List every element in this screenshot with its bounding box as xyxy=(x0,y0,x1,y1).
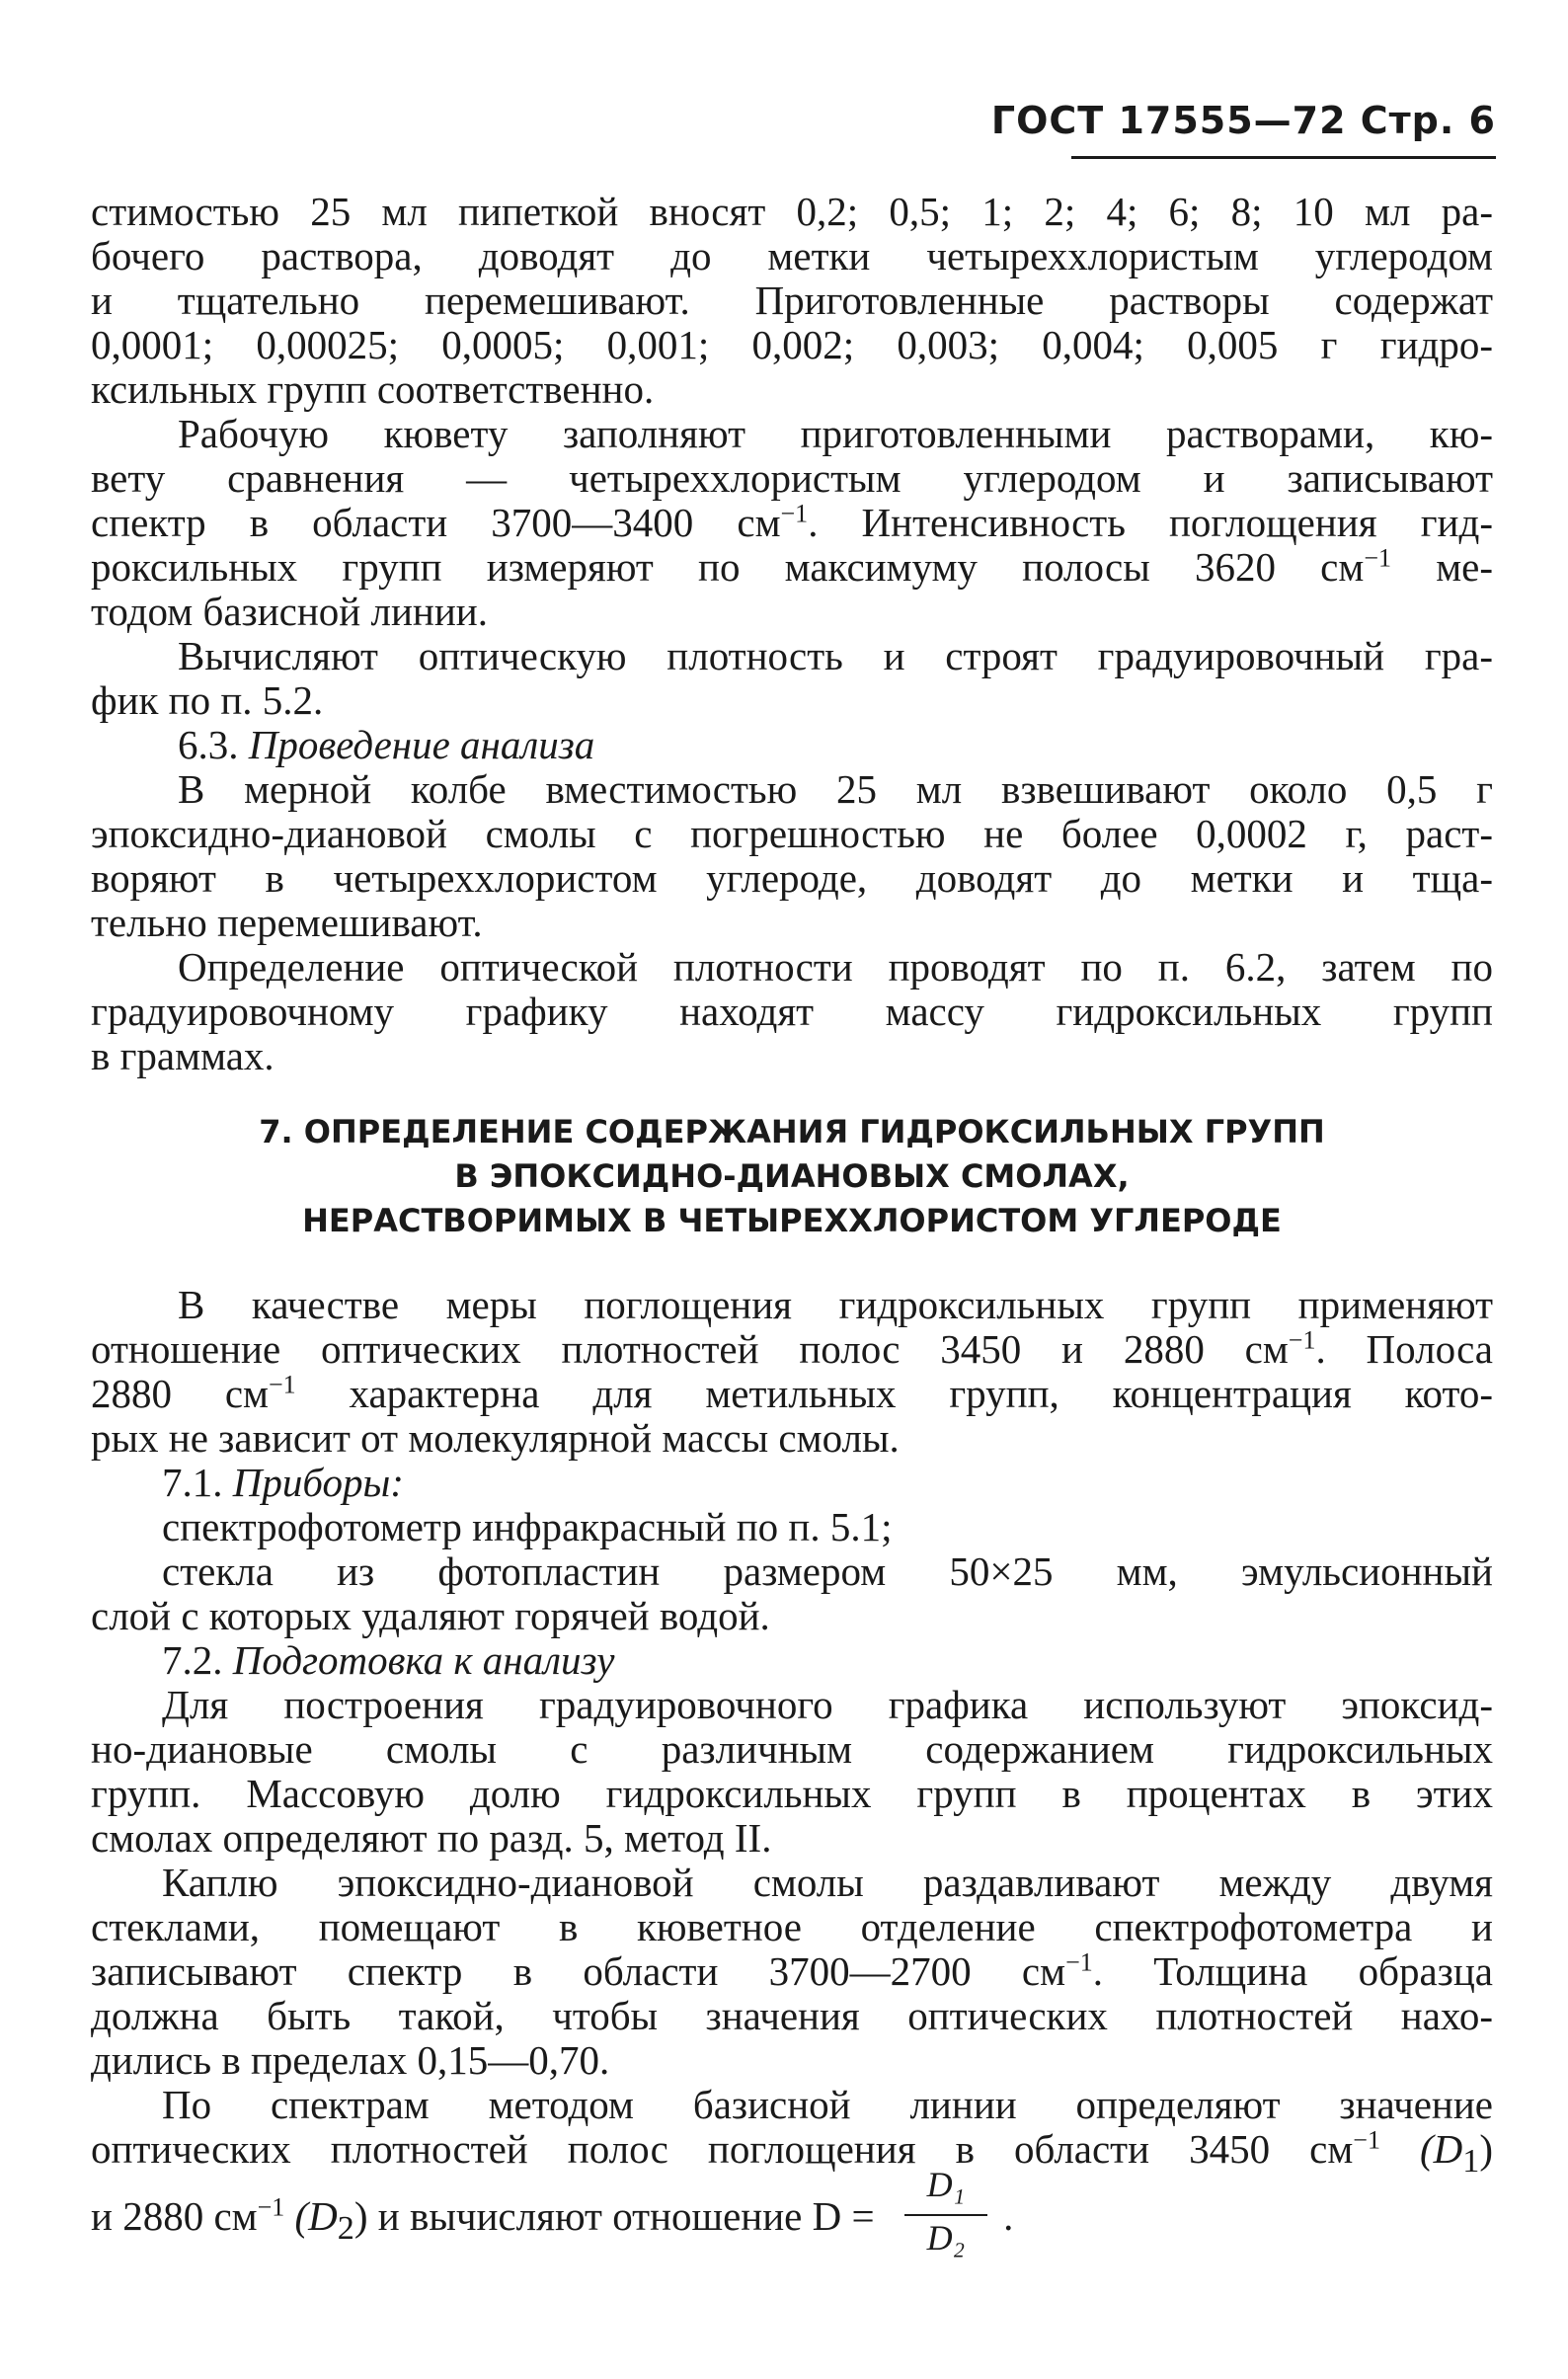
paragraph xyxy=(91,190,1493,412)
section-heading-7-1: 7.1. Приборы: xyxy=(162,1460,404,1505)
text-line: роксильных групп измеряют по максимуму полосы 3620 $см^{-1}$ ме- xyxy=(91,543,1494,590)
text-line: тодом базисной линии. xyxy=(91,589,488,634)
text-line: В мерной колбе вместимостью 25 мл взвешивают около 0,5 г xyxy=(178,766,1493,812)
text-line: 0,0001; 0,00025; 0,0005; 0,001; 0,002; 0,003; 0,004; 0,005 г гидро- xyxy=(91,322,1493,367)
heading-line: НЕРАСТВОРИМЫХ В ЧЕТЫРЕХХЛОРИСТОМ УГЛЕРОДЕ xyxy=(302,1202,1282,1239)
header-text: ГОСТ 17555—72 Стр. 6 xyxy=(990,99,1496,142)
body-text xyxy=(91,190,1493,2260)
text-line: Определение оптической плотности проводят по п. 6.2, затем по xyxy=(178,944,1493,990)
text-line: Рабочую кювету заполняют приготовленными растворами, кю- xyxy=(178,411,1493,456)
text-line: стимостью 25 мл пипеткой вносят 0,2; 0,5; 1; 2; 4; 6; 8; 10 мл ра- xyxy=(91,189,1493,234)
text-line: фик по п. 5.2. xyxy=(91,677,324,723)
list-item: спектрофотометр инфракрасный по п. 5.1; xyxy=(162,1504,893,1549)
text-line: отношение оптических плотностей полос 3450 и 2880 $см^{-1}$. Полоса xyxy=(91,1325,1493,1372)
text-line: дились в пределах 0,15—0,70. xyxy=(91,2037,610,2083)
text-line: Для построения градуировочного графика используют эпоксид- xyxy=(162,1682,1493,1727)
subscript: 1 xyxy=(1462,2143,1480,2181)
superscript: −1 xyxy=(1288,1325,1316,1355)
superscript: −1 xyxy=(269,1370,296,1399)
text-line: ксильных групп соответственно. xyxy=(91,366,655,412)
spacer xyxy=(91,1243,1493,1283)
paragraph xyxy=(91,1861,1493,2083)
paragraph xyxy=(91,2083,1493,2260)
text-line: смолах определяют по разд. 5, метод II. xyxy=(91,1815,772,1861)
text-line: оптических плотностей полос поглощения в области 3450 $см^{-1}$ $(D_1)$ xyxy=(91,2125,1493,2181)
fraction-denominator: D₂ xyxy=(926,2217,966,2258)
text-line: и 2880 $см^{-1}$ $(D_2)$ и вычисляют отношение D = $\frac{\text{D₁}}{\text{D₂}}$ . xyxy=(91,2172,1493,2260)
text-line: в граммах. xyxy=(91,1033,274,1078)
paragraph xyxy=(91,945,1493,1078)
equipment-list xyxy=(91,1505,1493,1638)
spacer xyxy=(91,1078,1493,1110)
text-line: эпоксидно-диановой смолы с погрешностью не более 0,0002 г, раст- xyxy=(91,811,1493,856)
text-line: В качестве меры поглощения гидроксильных групп применяют xyxy=(178,1282,1493,1327)
ratio-formula xyxy=(899,2164,993,2265)
text-line: но-диановые смолы с различным содержанием гидроксильных xyxy=(91,1726,1493,1772)
text-line: спектр в области 3700—3400 $см^{-1}$. Интенсивность поглощения гид- xyxy=(91,499,1493,545)
text-line: групп. Массовую долю гидроксильных групп в процентах в этих xyxy=(91,1771,1493,1816)
heading-line: В ЭПОКСИДНО-ДИАНОВЫХ СМОЛАХ, xyxy=(454,1157,1130,1195)
text-line: слой с которых удаляют горячей водой. xyxy=(91,1593,770,1638)
paragraph xyxy=(91,412,1493,634)
text-line: записывают спектр в области 3700—2700 $см^{-1}$. Толщина образца xyxy=(91,1947,1493,1994)
section-heading-7-2: 7.2. Подготовка к анализу xyxy=(162,1637,615,1683)
text-line: По спектрам методом базисной линии определяют значение xyxy=(162,2082,1493,2127)
superscript: −1 xyxy=(1364,543,1391,573)
text-line: рых не зависит от молекулярной массы смолы. xyxy=(91,1415,900,1461)
text-line: 2880 $см^{-1}$ характерна для метильных групп, концентрация кото- xyxy=(91,1370,1493,1416)
header-rule xyxy=(1071,156,1496,159)
text-line: бочего раствора, доводят до метки четыреххлористым углеродом xyxy=(91,233,1493,278)
superscript: −1 xyxy=(257,2192,285,2222)
text-line: стеклами, помещают в кюветное отделение спектрофотометра и xyxy=(91,1904,1493,1949)
text-line: Вычисляют оптическую плотность и строят градуировочный гра- xyxy=(178,633,1493,678)
section-heading-7 xyxy=(91,1110,1493,1243)
paragraph xyxy=(91,1683,1493,1861)
page-header xyxy=(990,99,1496,168)
superscript: −1 xyxy=(1065,1947,1093,1977)
text-line: градуировочному графику находят массу гидроксильных групп xyxy=(91,989,1493,1034)
heading-line: 7. ОПРЕДЕЛЕНИЕ СОДЕРЖАНИЯ ГИДРОКСИЛЬНЫХ ГРУПП xyxy=(259,1113,1325,1150)
text-line: тельно перемешивают. xyxy=(91,900,483,945)
text-line: Каплю эпоксидно-диановой смолы раздавливают между двумя xyxy=(162,1860,1493,1905)
subscript: 2 xyxy=(337,2210,354,2248)
paragraph xyxy=(91,1283,1493,1461)
fraction-numerator: D₁ xyxy=(926,2164,966,2204)
superscript: −1 xyxy=(1353,2125,1380,2155)
paragraph xyxy=(91,634,1493,723)
superscript: −1 xyxy=(780,499,809,528)
paragraph xyxy=(91,767,1493,945)
text-line: воряют в четыреххлористом углероде, доводят до метки и тща- xyxy=(91,855,1493,901)
list-item: стекла из фотопластин размером 50×25 мм, эмульсионный xyxy=(162,1548,1493,1594)
fraction-bar xyxy=(904,2214,987,2216)
section-heading-6-3: 6.3. Проведение анализа xyxy=(178,722,595,767)
text-line: должна быть такой, чтобы значения оптических плотностей нахо- xyxy=(91,1993,1493,2038)
text-line: и тщательно перемешивают. Приготовленные растворы содержат xyxy=(91,278,1493,323)
text-line: вету сравнения — четыреххлористым углеродом и записывают xyxy=(91,455,1493,501)
